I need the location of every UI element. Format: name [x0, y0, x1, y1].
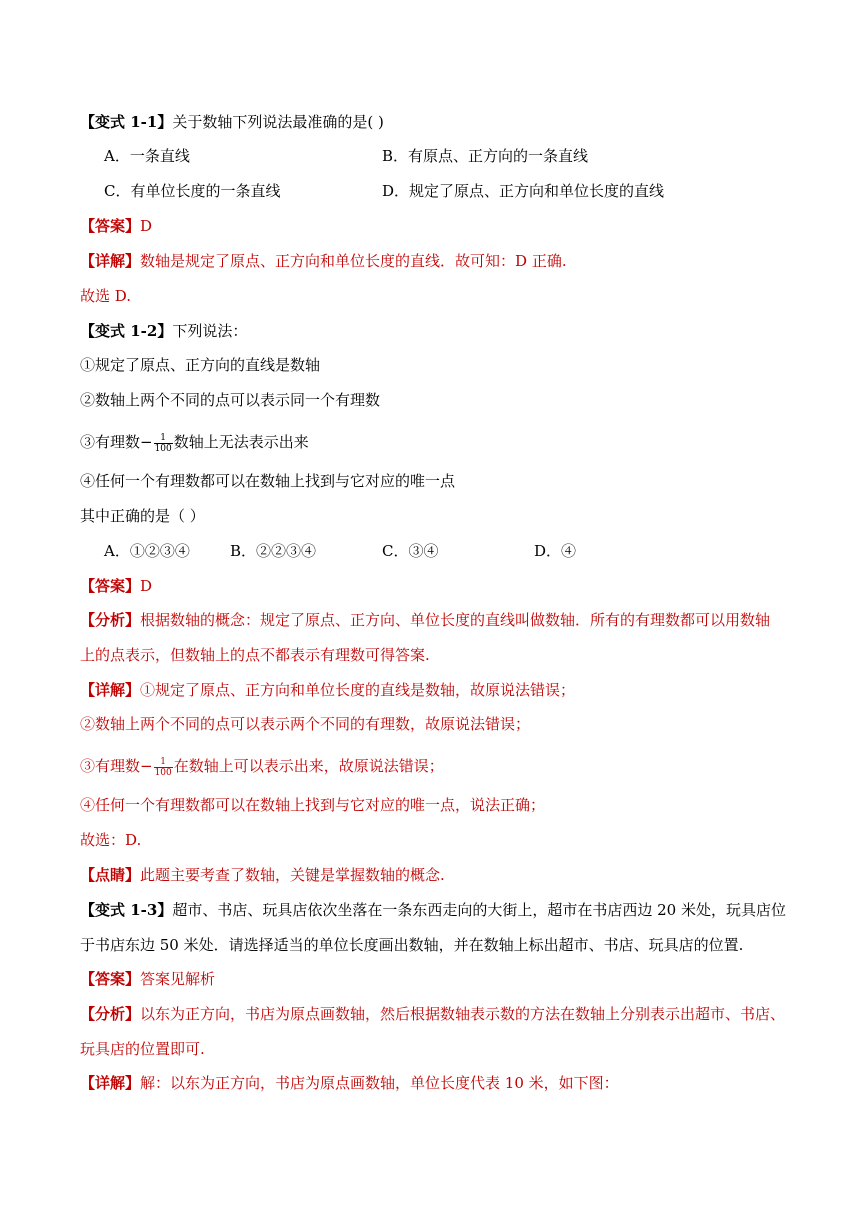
q3-stem-line-1 [80, 900, 786, 920]
q2-statement-3 [80, 432, 309, 454]
q2-detail-line-4: ④任何一个有理数都可以在数轴上找到与它对应的唯一点，说法正确； [80, 796, 546, 814]
q1-answer: D [140, 217, 153, 235]
fraction-denominator: 100 [154, 443, 172, 454]
q2-statement-4: ④任何一个有理数都可以在数轴上找到与它对应的唯一点 [80, 472, 456, 490]
q3-analysis-label: 【分析】 [80, 1005, 141, 1023]
q2-detail-1: ①规定了原点、正方向和单位长度的直线是数轴，故原说法错误； [140, 681, 576, 699]
q2-option-a: A．①②③④ [104, 542, 190, 560]
q3-analysis-line-2: 玩具店的位置即可. [80, 1040, 205, 1058]
q2-analysis-label: 【分析】 [80, 611, 141, 629]
q2-s3-post: 数轴上无法表示出来 [173, 433, 309, 451]
q1-option-a: A．一条直线 [104, 147, 190, 165]
q2-question: 其中正确的是（ ） [80, 507, 205, 525]
q1-conclusion: 故选 D. [80, 287, 132, 305]
q3-answer-label: 【答案】 [80, 970, 141, 988]
q1-option-d: D．规定了原点、正方向和单位长度的直线 [382, 182, 665, 200]
q3-detail: 解：以东为正方向，书店为原点画数轴，单位长度代表 10 米，如下图： [140, 1074, 619, 1092]
q2-comment-line [80, 865, 445, 885]
q1-stem: 关于数轴下列说法最准确的是( ) [172, 113, 384, 131]
q1-answer-line [80, 216, 152, 236]
q1-option-c: C．有单位长度的一条直线 [104, 182, 281, 200]
q2-analysis-1: 根据数轴的概念：规定了原点、正方向、单位长度的直线叫做数轴．所有的有理数都可以用数轴 [140, 611, 771, 629]
q2-comment-label: 【点睛】 [80, 866, 141, 884]
q3-detail-label: 【详解】 [80, 1074, 141, 1092]
q3-stem-line-2: 于书店东边 50 米处．请选择适当的单位长度画出数轴，并在数轴上标出超市、书店、玩具店的位置. [80, 936, 744, 954]
q1-label: 【变式 1-1】 [80, 113, 173, 131]
q3-answer-line [80, 969, 215, 989]
fraction [154, 433, 173, 454]
q1-option-b: B．有原点、正方向的一条直线 [382, 147, 589, 165]
q1-detail: 数轴是规定了原点、正方向和单位长度的直线．故可知：D 正确. [140, 252, 567, 270]
q2-comment: 此题主要考查了数轴，关键是掌握数轴的概念. [140, 866, 445, 884]
fraction-denominator: 100 [154, 767, 172, 778]
q2-analysis-line-2: 上的点表示，但数轴上的点不都表示有理数可得答案. [80, 646, 430, 664]
q2-stem-line [80, 321, 247, 341]
q3-stem-1: 超市、书店、玩具店依次坐落在一条东西走向的大街上，超市在书店西边 20 米处，玩具店位 [172, 901, 786, 919]
q2-answer: D [140, 577, 153, 595]
fraction-numerator: 1 [154, 433, 173, 444]
q3-label: 【变式 1-3】 [80, 901, 173, 919]
q3-analysis-line-1 [80, 1004, 785, 1024]
q3-answer: 答案见解析 [140, 970, 216, 988]
q2-statement-1: ①规定了原点、正方向的直线是数轴 [80, 356, 321, 374]
q2-option-c: C．③④ [382, 542, 439, 560]
q1-detail-line [80, 251, 567, 271]
q2-answer-label: 【答案】 [80, 577, 141, 595]
q2-d3-post: 在数轴上可以表示出来，故原说法错误； [173, 757, 444, 775]
q2-answer-line [80, 576, 152, 596]
q2-detail-line-3 [80, 756, 444, 778]
q2-label: 【变式 1-2】 [80, 322, 173, 340]
q2-detail-line-1 [80, 680, 575, 700]
q2-statement-2: ②数轴上两个不同的点可以表示同一个有理数 [80, 391, 381, 409]
q2-detail-line-2: ②数轴上两个不同的点可以表示两个不同的有理数，故原说法错误； [80, 715, 531, 733]
q1-detail-label: 【详解】 [80, 252, 141, 270]
q2-d3-pre: ③有理数− [80, 757, 153, 775]
q2-option-d: D．④ [534, 542, 577, 560]
q3-detail-line [80, 1073, 619, 1093]
q3-analysis-1: 以东为正方向，书店为原点画数轴，然后根据数轴表示数的方法在数轴上分别表示出超市、书店、 [140, 1005, 786, 1023]
fraction [154, 757, 173, 778]
q2-detail-label: 【详解】 [80, 681, 141, 699]
fraction-numerator: 1 [154, 757, 173, 768]
q2-s3-pre: ③有理数− [80, 433, 153, 451]
q1-answer-label: 【答案】 [80, 217, 141, 235]
q2-analysis-line-1 [80, 610, 770, 630]
q2-option-b: B．②②③④ [230, 542, 317, 560]
q2-stem: 下列说法： [172, 322, 248, 340]
q1-stem-line [80, 112, 384, 132]
q2-conclusion: 故选：D. [80, 831, 142, 849]
